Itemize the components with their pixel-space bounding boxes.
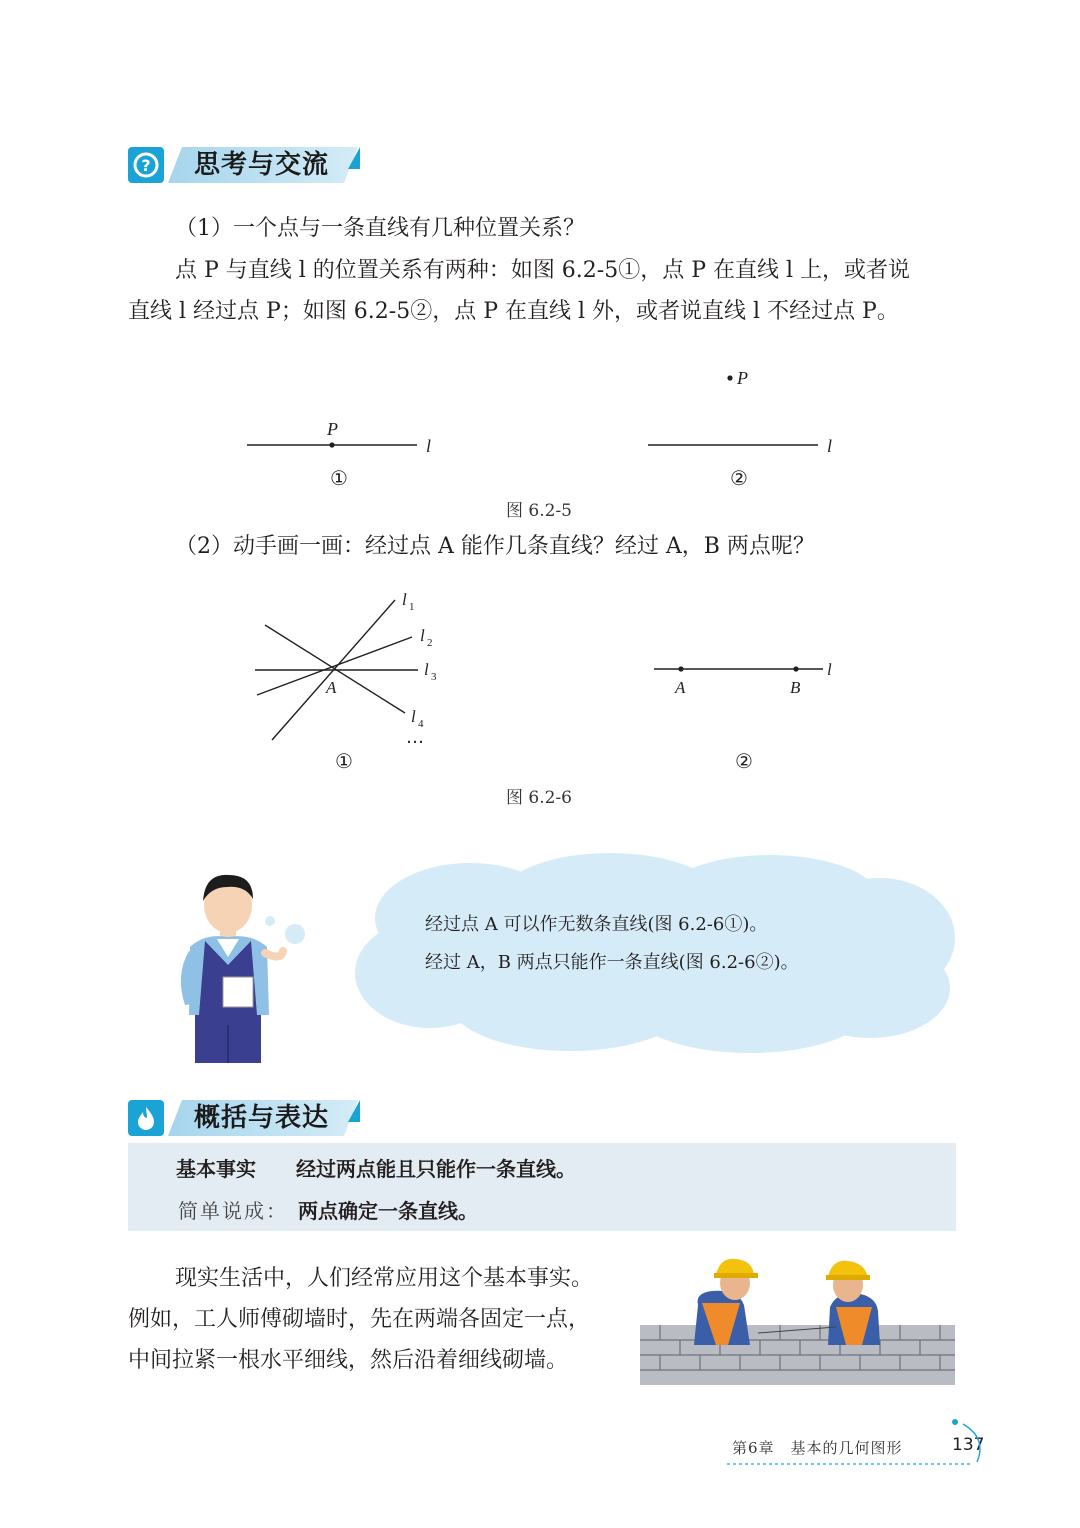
fact-simple-text: 两点确定一条直线。 [298, 1199, 478, 1223]
student-illustration [165, 865, 315, 1065]
svg-text:l: l [424, 660, 429, 679]
section-triangle [348, 147, 360, 169]
figure-caption-6-2-5: 图 6.2-5 [506, 501, 572, 521]
question-icon [128, 147, 164, 183]
section-title: 思考与交流 [194, 150, 330, 180]
sub-label-2: ② [735, 749, 753, 773]
figure-6-2-6 [240, 585, 860, 785]
svg-text:4: 4 [418, 718, 424, 730]
question-2: （2）动手画一画：经过点 A 能作几条直线？经过 A，B 两点呢？ [175, 534, 815, 559]
workers-illustration [640, 1255, 955, 1385]
label-l-1: l [426, 436, 432, 456]
figure-caption-6-2-6: 图 6.2-6 [506, 788, 572, 808]
paragraph-2-line-3: 中间拉紧一根水平细线，然后沿着细线砌墙。 [128, 1348, 569, 1373]
thought-dot-1 [265, 916, 275, 926]
svg-text:l: l [420, 626, 425, 645]
svg-text:1: 1 [409, 601, 415, 613]
bubble-line-2: 经过 A，B 两点只能作一条直线(图 6.2-6②)。 [425, 952, 799, 973]
label-B-2: B [790, 678, 801, 697]
svg-text:l: l [402, 590, 407, 609]
question-1: （1）一个点与一条直线有几种位置关系？ [175, 216, 585, 241]
sub-label-1: ① [330, 466, 348, 490]
paragraph-2-line-1: 现实生活中，人们经常应用这个基本事实。 [175, 1266, 594, 1291]
fact-label: 基本事实 [176, 1157, 256, 1181]
label-P-1: P [327, 419, 338, 439]
fact-simple-label: 简单说成： [178, 1199, 288, 1223]
line-l4 [265, 625, 405, 713]
footer-page-number: 137 [952, 1435, 985, 1455]
point-B [793, 666, 798, 671]
point-P-off-line [727, 375, 732, 380]
svg-text:l: l [411, 707, 416, 726]
label-A-1: A [326, 678, 337, 697]
label-l2 [420, 626, 433, 649]
label-l1 [402, 590, 415, 613]
point-A [678, 666, 683, 671]
point-P-on-line [329, 442, 334, 447]
sub-label-2: ② [730, 466, 748, 490]
section-triangle [348, 1100, 360, 1122]
section-header-think [128, 147, 368, 183]
basic-fact-box [128, 1143, 956, 1231]
label-l-ab: l [827, 660, 832, 679]
flame-icon [128, 1100, 164, 1136]
label-A-2: A [675, 678, 686, 697]
label-l-2: l [827, 436, 833, 456]
paragraph-1-line-1: 点 P 与直线 l 的位置关系有两种：如图 6.2-5①，点 P 在直线 l 上，或者说 [175, 258, 911, 283]
svg-text:2: 2 [427, 637, 433, 649]
paragraph-1-line-2: 直线 l 经过点 P；如图 6.2-5②，点 P 在直线 l 外，或者说直线 l 不经过点 P。 [128, 299, 899, 324]
sub-label-1: ① [335, 749, 353, 773]
thought-dot-2 [285, 924, 305, 944]
svg-text:3: 3 [431, 671, 437, 683]
section-header-summarize [128, 1100, 368, 1136]
footer-chapter: 第6章 基本的几何图形 [732, 1439, 903, 1457]
fact-text: 经过两点能且只能作一条直线。 [296, 1157, 576, 1181]
label-P-2: P [737, 368, 748, 388]
bubble-line-1: 经过点 A 可以作无数条直线(图 6.2-6①)。 [425, 914, 768, 935]
section-title: 概括与表达 [194, 1103, 330, 1133]
paragraph-2-line-2: 例如，工人师傅砌墙时，先在两端各固定一点， [128, 1307, 591, 1332]
svg-text:?: ? [141, 156, 151, 175]
label-l3 [424, 660, 437, 683]
footer-decoration [725, 1418, 995, 1470]
ellipsis-more-lines: … [406, 727, 424, 748]
